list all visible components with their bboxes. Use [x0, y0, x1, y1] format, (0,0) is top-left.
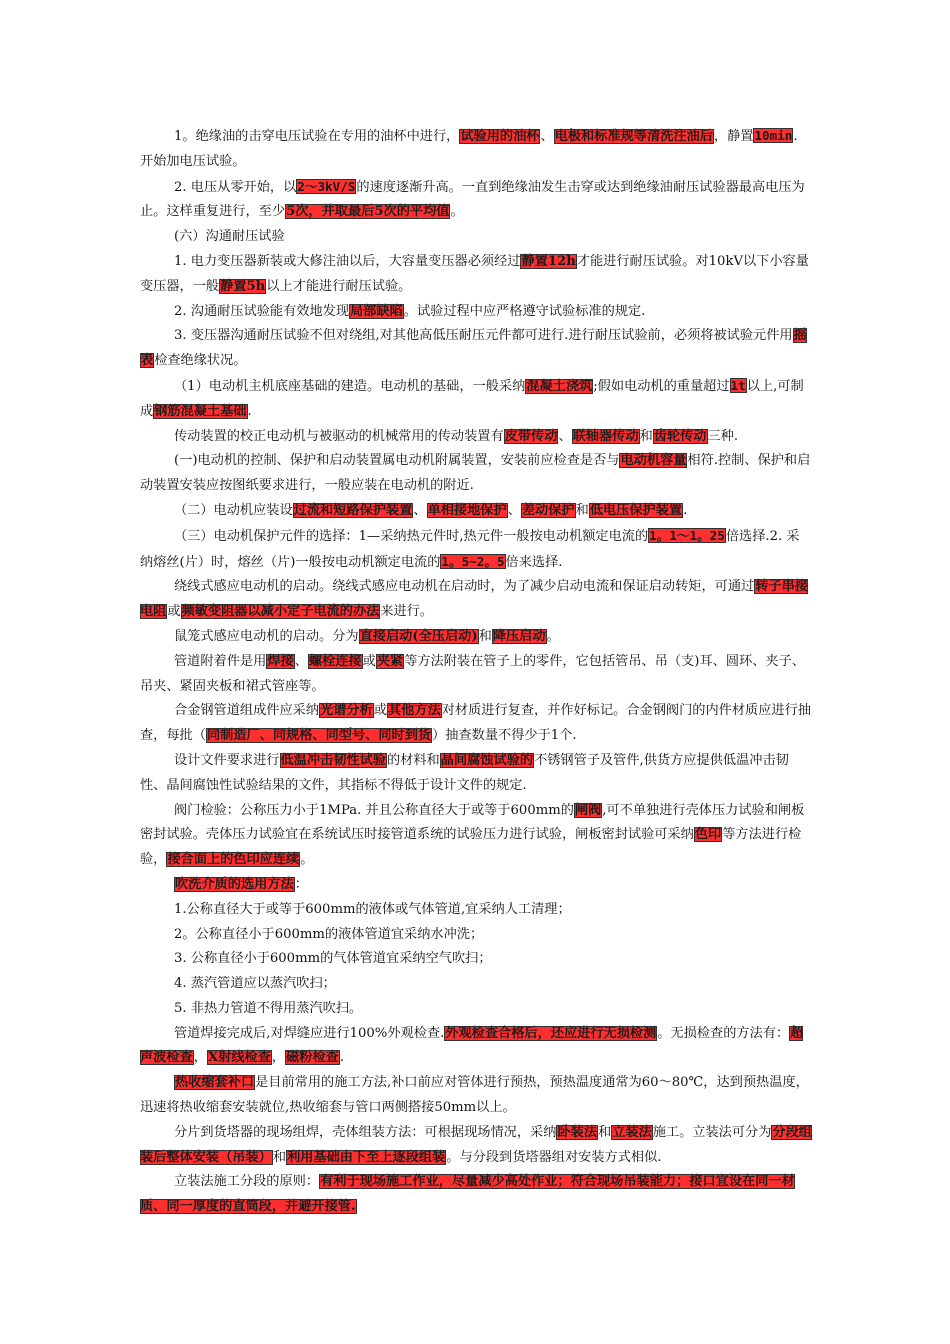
text-run: 和: [478, 628, 492, 644]
text-run: 、: [558, 428, 572, 444]
text-run: 等方法附装在管子上的零件，它包括管吊、吊（支)耳、圆环、夹子、吊夹、紧固夹板和裙式管座等。: [140, 653, 805, 694]
text-run: 才能进行耐压试验。对10kV以下小容量变压器，一般: [140, 253, 809, 294]
text-run: （二）电动机应装设: [174, 502, 293, 518]
highlighted-term: 联轴器传动: [572, 428, 639, 444]
paragraph: [140, 575, 812, 625]
text-run: 、: [507, 502, 521, 518]
highlighted-term: 分段组装后整体安装（吊装）: [140, 1124, 812, 1165]
highlighted-term: 1。5~2。5: [441, 553, 505, 569]
text-run: 。: [546, 628, 560, 644]
text-run: 。: [300, 852, 314, 868]
text-run: 1。绝缘油的击穿电压试验在专用的油杯中进行，: [174, 129, 460, 144]
highlighted-term: 齿轮传动: [653, 428, 707, 444]
text-run: 设计文件要求进行: [174, 752, 280, 768]
text-run: 阀门检验：公称压力小于1MPa. 并且公称直径大于或等于600mm的: [174, 802, 574, 818]
text-run: 2。公称直径小于600mm的液体管道宜采纳水冲洗；: [174, 926, 484, 942]
document-body: [140, 124, 812, 1220]
highlighted-term: 外观检查合格后，还应进行无损检测: [445, 1025, 657, 1041]
paragraph: [140, 1121, 812, 1171]
highlighted-term: 接合面上的色印应连续: [167, 852, 300, 868]
highlighted-term: 焊接: [267, 653, 294, 669]
highlighted-term: 局部缺陷: [350, 303, 403, 319]
paragraph: [140, 1022, 812, 1072]
highlighted-term: 2～3kV/S: [297, 178, 356, 194]
paragraph: [140, 250, 812, 300]
highlighted-term: 晶间腐蚀试验的: [440, 752, 534, 768]
text-run: ）抽查数量不得少于1个.: [432, 728, 577, 744]
text-run: 1. 电力变压器新装或大修注油以后，大容量变压器必须经过: [174, 253, 521, 269]
highlighted-term: 其他方法: [388, 703, 441, 719]
text-run: 、: [294, 653, 308, 669]
highlighted-term: 卧装法: [557, 1124, 597, 1140]
highlighted-term: 静置12h: [521, 253, 576, 269]
text-run: 检查绝缘状况。: [154, 353, 247, 369]
paragraph: [140, 947, 812, 972]
paragraph: [140, 625, 812, 650]
paragraph: [140, 873, 812, 898]
text-run: 的材料和: [387, 752, 440, 768]
highlighted-term: 5次，并取最后5次的平均值: [286, 204, 450, 220]
highlighted-term: 吹洗介质的选用方法: [175, 876, 294, 892]
highlighted-term: 夹紧: [376, 653, 404, 669]
paragraph: [140, 799, 812, 873]
text-run: 施工。立装法可分为: [652, 1124, 772, 1140]
text-run: 传动装置的校正电动机与被驱动的机械常用的传动装置有: [174, 428, 504, 444]
text-run: 5. 非热力管道不得用蒸汽吹扫。: [174, 1000, 363, 1016]
highlighted-term: 钢筋混凝土基础: [154, 403, 247, 419]
text-run: 相符.控制、保护和启动装置安装应按图纸要求进行，一般应装在电动机的附近.: [140, 453, 811, 494]
paragraph: [140, 749, 812, 799]
text-run: 和: [639, 428, 653, 444]
highlighted-term: 有利于现场施工作业，尽量减少高处作业；符合现场吊装能力；接口宜设在同一材质、同一厚度的直筒段，并避开接管.: [140, 1174, 795, 1215]
text-run: 以上才能进行耐压试验。: [266, 278, 412, 294]
highlighted-term: 热收缩套补口: [175, 1075, 255, 1091]
paragraph: [140, 898, 812, 923]
highlighted-term: 超声波检查: [140, 1025, 804, 1066]
text-run: 立装法施工分段的原则：: [174, 1174, 320, 1190]
highlighted-term: 色印: [694, 827, 722, 843]
text-run: 1.公称直径大于或等于600mm的液体或气体管道,宜采纳人工清理；: [174, 901, 571, 917]
paragraph: [140, 225, 812, 250]
text-run: 4. 蒸汽管道应以蒸汽吹扫；: [174, 976, 336, 992]
text-run: 是目前常用的施工方法,补口前应对管体进行预热，预热温度通常为60～80℃，达到预热温度，迅速将热收缩套安装就位,热收缩套与管口两侧搭接50mm以上。: [140, 1075, 809, 1116]
paragraph: [140, 300, 812, 325]
highlighted-term: 混凝土浇筑: [526, 378, 593, 394]
highlighted-term: 摇表: [140, 328, 807, 369]
text-run: 和: [598, 1124, 612, 1140]
paragraph: [140, 524, 812, 576]
text-run: 。与分段到货塔器组对安装方式相似.: [446, 1149, 662, 1165]
text-run: ;假如电动机的重量超过: [593, 378, 730, 394]
text-run: 2. 沟通耐压试验能有效地发现: [174, 303, 350, 319]
highlighted-term: 10min: [754, 128, 793, 143]
text-run: 倍选择.2. 采纳熔丝(片）时，熔丝（片)一般按电动机额定电流的: [140, 528, 800, 570]
text-run: 管道焊接完成后,对焊缝应进行100%外观检查.: [174, 1025, 445, 1041]
text-run: ,可不单独进行壳体压力试验和闸板密封试验。壳体压力试验宜在系统试压时接管道系统的试验压力进行试验，闸板密封试验可采纳: [140, 802, 805, 843]
text-run: 绕线式感应电动机的启动。绕线式感应电动机在启动时，为了减少启动电流和保证启动转矩，可通过: [174, 579, 755, 595]
paragraph: [140, 124, 812, 175]
highlighted-term: 低温冲击韧性试验: [280, 752, 386, 768]
highlighted-term: 1t: [730, 377, 746, 393]
text-run: 3. 公称直径小于600mm的气体管道宜采纳空气吹扫；: [174, 951, 492, 967]
highlighted-term: 静置5h: [220, 278, 266, 294]
highlighted-term: 螺栓连接: [308, 653, 362, 669]
highlighted-term: 立装法: [612, 1124, 652, 1140]
text-run: 或: [373, 703, 387, 719]
paragraph: [140, 1071, 812, 1121]
text-run: （1）电动机主机底座基础的建造。电动机的基础，一般采纳: [174, 378, 526, 394]
highlighted-term: 磁粉检查: [286, 1050, 339, 1066]
text-run: 以上,可制成: [140, 378, 804, 419]
highlighted-term: 皮带传动: [504, 428, 558, 444]
text-run: 。试验过程中应严格遵守试验标准的规定.: [403, 303, 646, 319]
text-run: 倍来选择.: [505, 554, 563, 570]
text-run: 2. 电压从零开始，以: [174, 179, 297, 195]
highlighted-term: 试验用的油杯: [460, 129, 540, 144]
text-run: (一)电动机的控制、保护和启动装置属电动机附属装置，安装前应检查是否与: [174, 453, 620, 469]
highlighted-term: 利用基础由下至上逐段组装: [287, 1149, 446, 1165]
text-run: 来进行。: [380, 604, 434, 620]
highlighted-term: 电极和标准规等清洗注油后: [554, 129, 713, 144]
text-run: 不锈钢管子及管件,供货方应提供低温冲击韧性、晶间腐蚀性试验结果的文件，其指标不得低于设计文件的规定.: [140, 752, 789, 793]
highlighted-term: 直接启动(全压启动): [359, 628, 478, 644]
highlighted-term: 转子串接电阻: [140, 579, 808, 620]
text-run: 。: [450, 204, 464, 220]
highlighted-term: 过流和短路保护装置: [293, 502, 413, 518]
paragraph: [140, 699, 812, 749]
text-run: ，: [271, 1050, 286, 1066]
highlighted-term: 1。1～1。25: [649, 527, 725, 543]
highlighted-term: 电动机容量: [620, 453, 687, 469]
highlighted-term: 光谱分析: [320, 703, 373, 719]
text-run: 3. 变压器沟通耐压试验不但对绕组,对其他高低压耐压元件都可进行.进行耐压试验前，必须将被试验元件用: [174, 328, 793, 344]
text-run: 、: [413, 502, 427, 518]
text-run: 三种.: [707, 428, 739, 444]
highlighted-term: 同制造厂、同规格、同型号、同时到货: [206, 728, 432, 744]
highlighted-term: X射线检查: [207, 1050, 271, 1066]
text-run: .: [339, 1050, 345, 1066]
text-run: 鼠笼式感应电动机的启动。分为: [174, 628, 359, 644]
text-run: 对材质进行复查，并作好标记。合金钢阀门的内件材质应进行抽查，每批（: [140, 703, 811, 744]
text-run: 或: [362, 653, 376, 669]
text-run: ：: [294, 876, 308, 892]
paragraph: [140, 374, 812, 425]
text-run: 等方法进行检验，: [140, 827, 802, 868]
highlighted-term: 降压启动: [492, 628, 546, 644]
paragraph: [140, 324, 812, 374]
highlighted-term: 差动保护: [521, 502, 575, 518]
highlighted-term: 闸阀: [574, 802, 602, 818]
text-run: ，: [193, 1050, 207, 1066]
highlighted-term: 低电压保护装置: [589, 502, 683, 518]
paragraph: [140, 997, 812, 1022]
text-run: 或: [167, 604, 181, 620]
text-run: 分片到货塔器的现场组焊，壳体组装方法：可根据现场情况，采纳: [174, 1124, 557, 1140]
paragraph: [140, 1170, 812, 1220]
paragraph: [140, 425, 812, 450]
highlighted-term: 频敏变阻器以减小定子电流的办法: [181, 604, 380, 620]
text-run: . 开始加电压试验。: [140, 129, 798, 169]
text-run: 管道附着件是用: [174, 653, 267, 669]
text-run: 合金钢管道组成件应采纳: [174, 703, 320, 719]
text-run: .: [683, 502, 688, 518]
text-run: （三）电动机保护元件的选择：1—采纳热元件时,热元件一般按电动机额定电流的: [174, 528, 649, 544]
paragraph: [140, 972, 812, 997]
text-run: ，静置: [713, 129, 754, 144]
text-run: 的速度逐渐升高。一直到绝缘油发生击穿或达到绝缘油耐压试验器最高电压为止。这样重复进行，至少: [140, 179, 805, 220]
text-run: 、: [540, 129, 554, 144]
text-run: (六）沟通耐压试验: [174, 229, 285, 245]
paragraph: [140, 499, 812, 524]
paragraph: [140, 175, 812, 226]
paragraph: [140, 650, 812, 700]
paragraph: [140, 923, 812, 948]
text-run: 和: [575, 502, 589, 518]
text-run: .: [247, 403, 252, 419]
text-run: 。无损检查的方法有：: [657, 1025, 790, 1041]
text-run: 和: [272, 1149, 287, 1165]
paragraph: [140, 449, 812, 499]
highlighted-term: 单相接地保护: [427, 502, 507, 518]
